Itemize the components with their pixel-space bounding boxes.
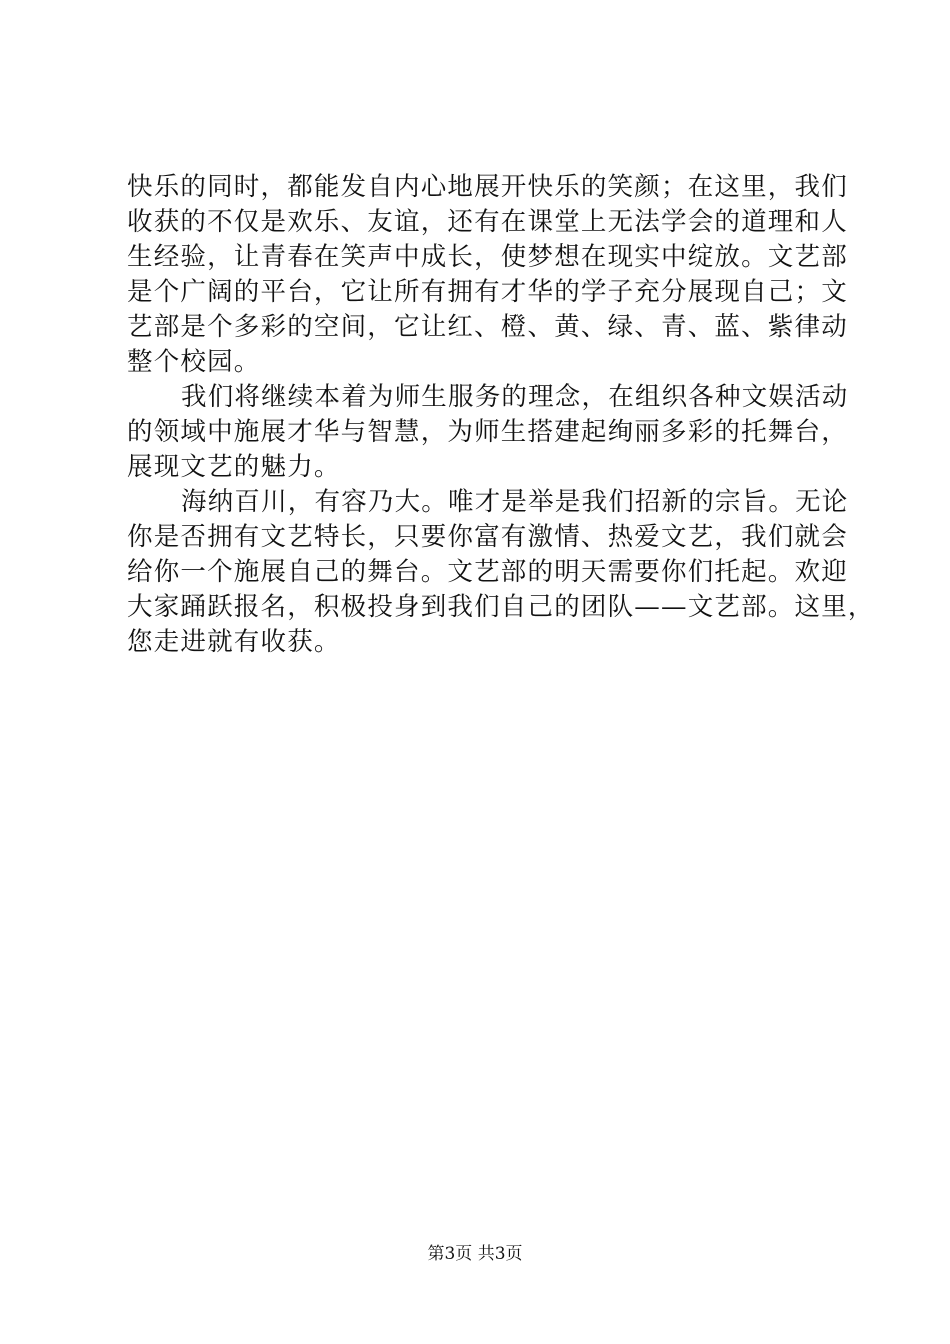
body-text: [127, 170, 875, 660]
paragraph-start-line: 我们将继续本着为师生服务的理念，在组织各种文娱活动: [181, 382, 849, 412]
text-line: 整个校园。: [127, 347, 261, 377]
text-line: 大家踊跃报名，积极投身到我们自己的团队——文艺部。这里，: [127, 592, 875, 622]
text-line: 艺部是个多彩的空间，它让红、橙、黄、绿、青、蓝、紫律动: [127, 312, 848, 342]
text-line: 生经验，让青春在笑声中成长，使梦想在现实中绽放。文艺部: [127, 242, 848, 272]
text-line: 您走进就有收获。: [127, 627, 341, 657]
paragraph-start-line: 海纳百川，有容乃大。唯才是举是我们招新的宗旨。无论: [181, 487, 849, 517]
page-number-footer: 第3页 共3页: [427, 1244, 523, 1264]
text-line: 的领域中施展才华与智慧，为师生搭建起绚丽多彩的托舞台，: [127, 417, 848, 447]
text-line: 你是否拥有文艺特长，只要你富有激情、热爱文艺，我们就会: [127, 522, 848, 552]
text-line: 给你一个施展自己的舞台。文艺部的明天需要你们托起。欢迎: [127, 557, 848, 587]
text-line: 收获的不仅是欢乐、友谊，还有在课堂上无法学会的道理和人: [127, 207, 848, 237]
text-line: 展现文艺的魅力。: [127, 452, 341, 482]
text-line: 是个广阔的平台，它让所有拥有才华的学子充分展现自己；文: [127, 277, 848, 307]
text-line: 快乐的同时，都能发自内心地展开快乐的笑颜；在这里，我们: [127, 172, 848, 202]
